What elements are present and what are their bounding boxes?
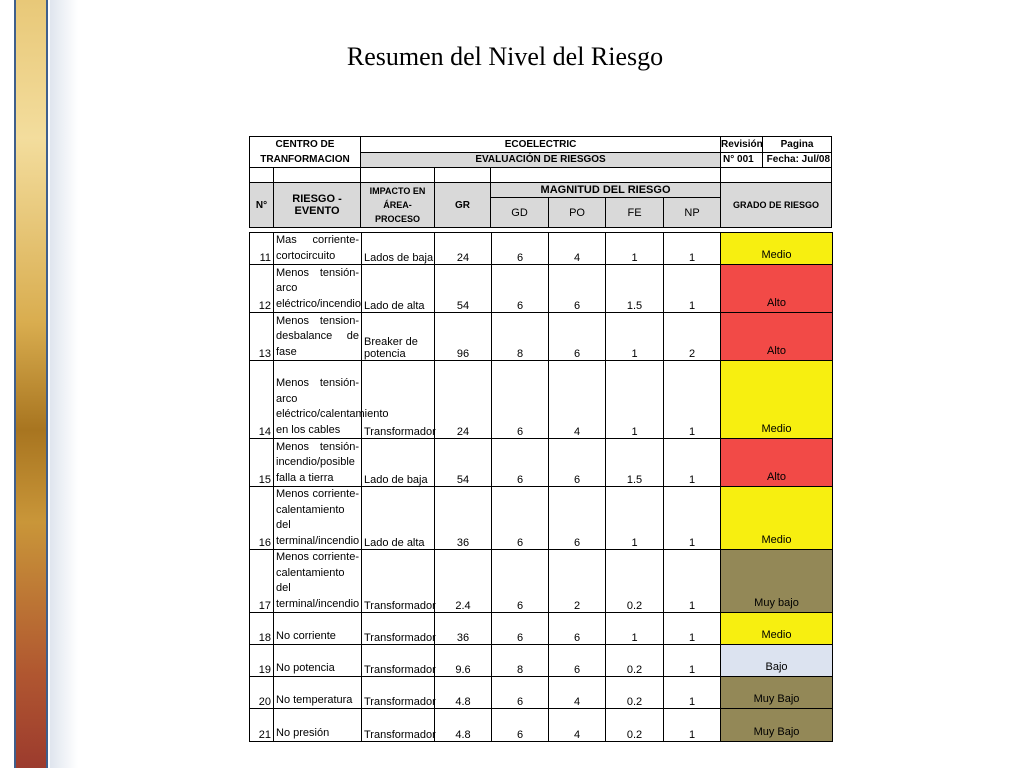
page-title: Resumen del Nivel del Riesgo <box>346 42 664 71</box>
table-row <box>250 709 833 742</box>
gr-value: 36 <box>435 487 492 550</box>
impacto-area: Transformador <box>362 361 435 439</box>
row-number: 12 <box>250 265 274 313</box>
np-value: 2 <box>664 313 721 361</box>
po-value: 6 <box>549 265 606 313</box>
po-value: 6 <box>549 487 606 550</box>
table-row <box>250 550 833 613</box>
fe-value: 1 <box>606 361 664 439</box>
decorative-side-bar <box>14 0 48 768</box>
grado-riesgo: Medio <box>721 361 833 439</box>
fecha-label: Fecha: Jul/08 <box>763 152 832 168</box>
col-po-header: PO <box>549 198 606 228</box>
risk-table <box>249 232 833 742</box>
impacto-area: Transformador <box>362 677 435 709</box>
gd-value: 6 <box>492 613 549 645</box>
fe-value: 1 <box>606 613 664 645</box>
gd-value: 6 <box>492 361 549 439</box>
spacer-cell <box>250 168 274 183</box>
col-np-header: NP <box>664 198 721 228</box>
row-number: 16 <box>250 487 274 550</box>
table-row <box>250 677 833 709</box>
grado-riesgo: Bajo <box>721 645 833 677</box>
gd-value: 8 <box>492 313 549 361</box>
riesgo-evento: No potencia <box>274 645 362 677</box>
header-table <box>249 136 832 228</box>
table-row <box>250 645 833 677</box>
fe-value: 1 <box>606 313 664 361</box>
grado-riesgo: Muy Bajo <box>721 709 833 742</box>
table-row <box>250 439 833 487</box>
row-number: 21 <box>250 709 274 742</box>
fe-value: 1 <box>606 487 664 550</box>
np-value: 1 <box>664 645 721 677</box>
evaluacion-label: EVALUACIÓN DE RIESGOS <box>361 152 721 168</box>
fe-value: 0.2 <box>606 645 664 677</box>
riesgo-evento: No temperatura <box>274 677 362 709</box>
impacto-area: Lado de alta <box>362 487 435 550</box>
pagina-label: Pagina <box>763 137 832 153</box>
table-row <box>250 265 833 313</box>
po-value: 6 <box>549 613 606 645</box>
np-value: 1 <box>664 487 721 550</box>
impacto-area: Lado de alta <box>362 265 435 313</box>
impacto-area: Transformador <box>362 550 435 613</box>
riesgo-evento: No presión <box>274 709 362 742</box>
gr-value: 24 <box>435 233 492 265</box>
fe-value: 1.5 <box>606 439 664 487</box>
gr-value: 96 <box>435 313 492 361</box>
row-number: 11 <box>250 233 274 265</box>
riesgo-evento: Menos corriente-calentamiento del terminal/incendio <box>274 550 362 613</box>
table-row <box>250 487 833 550</box>
col-riesgo-header: RIESGO - EVENTO <box>274 183 361 228</box>
po-value: 6 <box>549 313 606 361</box>
impacto-area: Transformador <box>362 645 435 677</box>
row-number: 18 <box>250 613 274 645</box>
table-row <box>250 313 833 361</box>
col-magnitud-header: MAGNITUD DEL RIESGO <box>491 183 721 198</box>
riesgo-evento: Menos corriente-calentamiento del terminal/incendio <box>274 487 362 550</box>
riesgo-evento: Menos tensión-arco eléctrico/incendio <box>274 265 362 313</box>
row-number: 13 <box>250 313 274 361</box>
revision-label: Revisión <box>721 137 763 153</box>
gr-value: 2.4 <box>435 550 492 613</box>
impacto-area: Transformador <box>362 709 435 742</box>
gr-value: 9.6 <box>435 645 492 677</box>
revision-number: N° 001 <box>721 152 763 168</box>
riesgo-evento: Mas corriente-cortocircuito <box>274 233 362 265</box>
np-value: 1 <box>664 361 721 439</box>
gr-value: 24 <box>435 361 492 439</box>
row-number: 14 <box>250 361 274 439</box>
gr-value: 4.8 <box>435 677 492 709</box>
table-row <box>250 613 833 645</box>
spacer-cell <box>361 168 435 183</box>
riesgo-evento: Menos tension-desbalance de fase <box>274 313 362 361</box>
np-value: 1 <box>664 233 721 265</box>
fe-value: 0.2 <box>606 677 664 709</box>
gd-value: 6 <box>492 550 549 613</box>
table-row <box>250 233 833 265</box>
np-value: 1 <box>664 439 721 487</box>
gd-value: 6 <box>492 487 549 550</box>
gd-value: 6 <box>492 233 549 265</box>
fe-value: 1 <box>606 233 664 265</box>
gr-value: 36 <box>435 613 492 645</box>
table-row <box>250 361 833 439</box>
np-value: 1 <box>664 709 721 742</box>
np-value: 1 <box>664 550 721 613</box>
grado-riesgo: Muy bajo <box>721 550 833 613</box>
po-value: 4 <box>549 677 606 709</box>
spacer-cell <box>435 168 491 183</box>
row-number: 17 <box>250 550 274 613</box>
col-grado-header: GRADO DE RIESGO <box>721 183 832 228</box>
po-value: 6 <box>549 645 606 677</box>
fe-value: 0.2 <box>606 550 664 613</box>
gd-value: 6 <box>492 677 549 709</box>
riesgo-evento: Menos tensión-arco eléctrico/calentamiento en los cables <box>274 361 362 439</box>
np-value: 1 <box>664 613 721 645</box>
col-gd-header: GD <box>491 198 549 228</box>
grado-riesgo: Medio <box>721 613 833 645</box>
np-value: 1 <box>664 677 721 709</box>
spacer-cell <box>721 168 832 183</box>
impacto-area: Breaker de potencia <box>362 313 435 361</box>
impacto-area: Transformador <box>362 613 435 645</box>
company-name: ECOELECTRIC <box>361 137 721 153</box>
po-value: 2 <box>549 550 606 613</box>
gr-value: 54 <box>435 265 492 313</box>
np-value: 1 <box>664 265 721 313</box>
gd-value: 6 <box>492 439 549 487</box>
gr-value: 4.8 <box>435 709 492 742</box>
row-number: 20 <box>250 677 274 709</box>
impacto-area: Lado de baja <box>362 439 435 487</box>
grado-riesgo: Muy Bajo <box>721 677 833 709</box>
spacer-cell <box>491 168 721 183</box>
grado-riesgo: Medio <box>721 487 833 550</box>
col-impacto-header: IMPACTO EN ÁREA- PROCESO <box>361 183 435 228</box>
impacto-area: Lados de baja <box>362 233 435 265</box>
riesgo-evento: Menos tensión-incendio/posible falla a tierra <box>274 439 362 487</box>
side-bar-shadow <box>50 0 78 768</box>
grado-riesgo: Medio <box>721 233 833 265</box>
row-number: 19 <box>250 645 274 677</box>
po-value: 6 <box>549 439 606 487</box>
riesgo-evento: No corriente <box>274 613 362 645</box>
gd-value: 6 <box>492 709 549 742</box>
grado-riesgo: Alto <box>721 439 833 487</box>
po-value: 4 <box>549 233 606 265</box>
col-fe-header: FE <box>606 198 664 228</box>
grado-riesgo: Alto <box>721 265 833 313</box>
centro-label: CENTRO DE TRANFORMACION <box>250 137 361 168</box>
fe-value: 0.2 <box>606 709 664 742</box>
grado-riesgo: Alto <box>721 313 833 361</box>
col-gr-header: GR <box>435 183 491 228</box>
col-n-header: N° <box>250 183 274 228</box>
fe-value: 1.5 <box>606 265 664 313</box>
gd-value: 6 <box>492 265 549 313</box>
gd-value: 8 <box>492 645 549 677</box>
po-value: 4 <box>549 361 606 439</box>
spacer-cell <box>274 168 361 183</box>
po-value: 4 <box>549 709 606 742</box>
row-number: 15 <box>250 439 274 487</box>
gr-value: 54 <box>435 439 492 487</box>
